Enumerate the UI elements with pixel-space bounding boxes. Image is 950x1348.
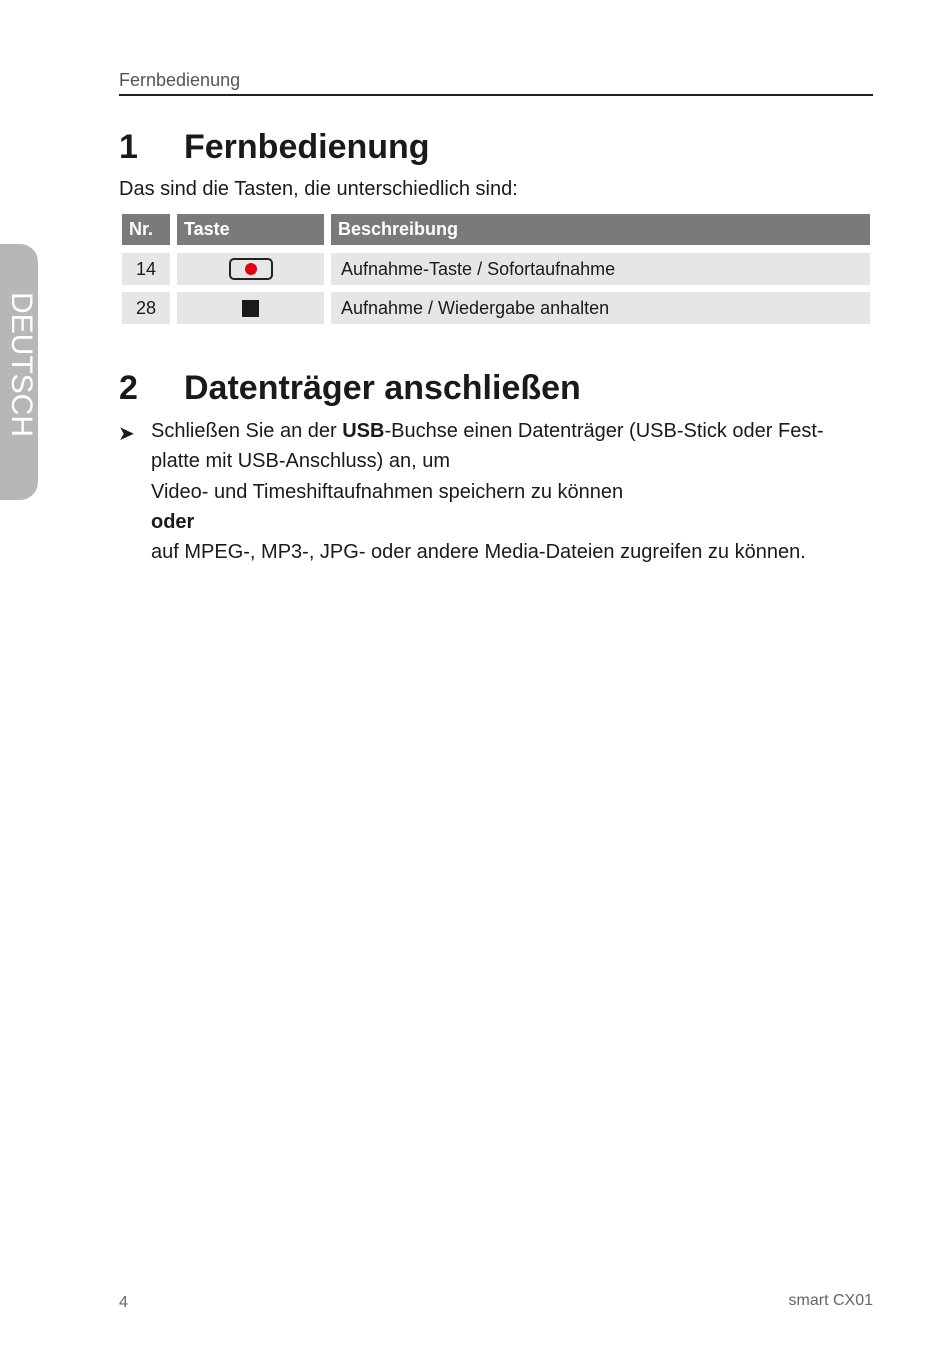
table-header-key: Taste [177, 214, 324, 245]
table-row-1-nr: 14 [122, 253, 170, 285]
table-row-1-description: Aufnahme-Taste / Sofortaufnahme [331, 253, 870, 285]
stop-button-icon [242, 300, 259, 317]
section-2-line-1 [151, 420, 824, 443]
section-1-heading [119, 128, 430, 167]
running-header: Fernbedienung [119, 70, 873, 96]
table-row-2-nr: 28 [122, 292, 170, 324]
arrowhead-bullet-icon: ➤ [118, 423, 135, 445]
language-side-tab-label: DEUTSCH [5, 292, 38, 438]
section-2-title: Datenträger anschließen [184, 369, 581, 407]
record-dot [245, 263, 257, 275]
section-1-number: 1 [119, 128, 138, 166]
section-2-line-3: Video- und Timeshiftaufnahmen speichern zu können [151, 481, 624, 503]
section-2-line-5: auf MPEG-, MP3-, JPG- oder andere Media-Dateien zugreifen zu können. [151, 541, 806, 563]
table-row-2-description: Aufnahme / Wiedergabe anhalten [331, 292, 870, 324]
table-header-description: Beschreibung [331, 214, 870, 245]
section-2-number: 2 [119, 369, 138, 407]
section-2-line-4: oder [151, 511, 195, 533]
table-header-nr: Nr. [122, 214, 170, 245]
product-name: smart CX01 [788, 1292, 873, 1309]
record-button-icon [229, 258, 273, 280]
section-1-title: Fernbedienung [184, 128, 430, 166]
line-1-text-b: -Buchse einen Datenträger (USB-Stick oder Fest- [384, 420, 824, 442]
table-row-2-key [177, 292, 324, 324]
line-1-text-a: Schließen Sie an der [151, 420, 343, 442]
usb-emphasis: USB [342, 420, 385, 442]
table-row-1-key [177, 253, 324, 285]
section-2-heading [119, 369, 581, 408]
section-2-line-2: platte mit USB-Anschluss) an, um [151, 450, 450, 472]
page-number: 4 [119, 1294, 128, 1311]
section-1-intro: Das sind die Tasten, die unterschiedlich sind: [119, 178, 518, 200]
